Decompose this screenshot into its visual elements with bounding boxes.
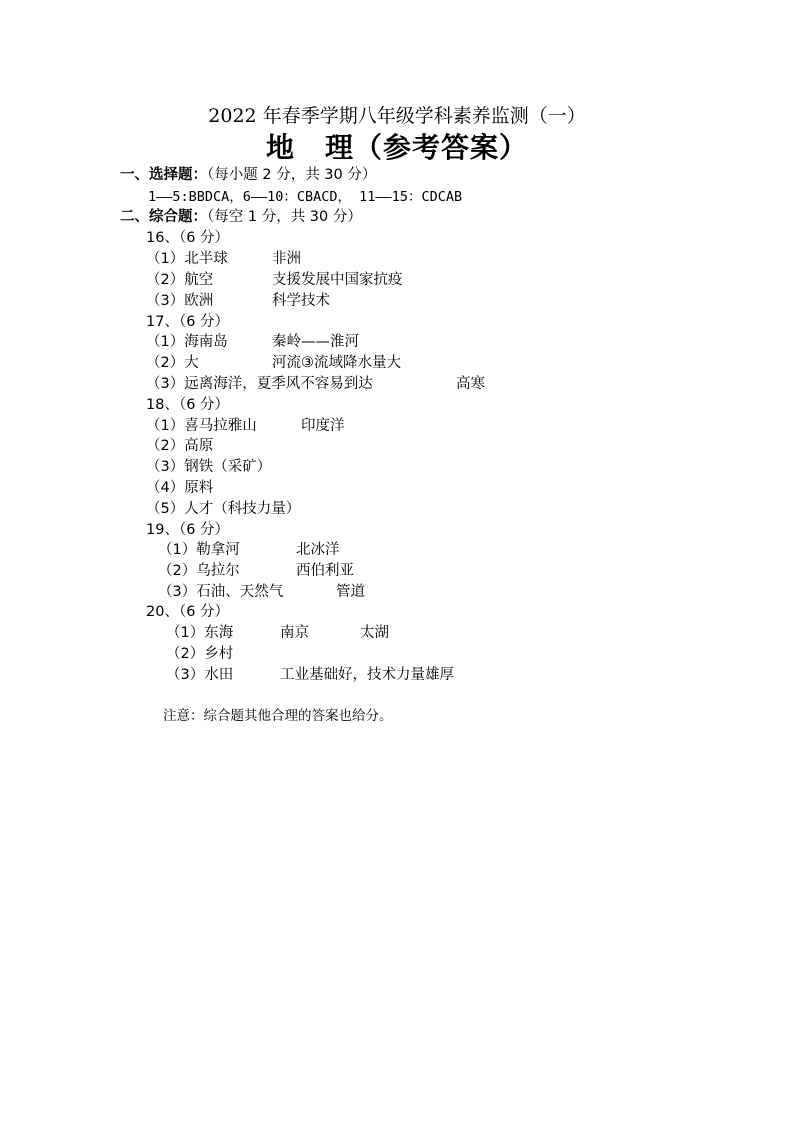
row-number: （3） — [166, 667, 205, 683]
q16-header: 16、（6 分） — [146, 230, 230, 246]
answer-a: 海南岛 — [184, 334, 228, 350]
row-number: （3） — [146, 293, 185, 309]
row-number: （3） — [158, 584, 197, 600]
title-line1: 2022 年春季学期八年级学科素养监测（一） — [208, 105, 586, 127]
section1-label: 一、选择题： — [120, 167, 207, 183]
row-number: （4） — [146, 480, 185, 496]
q17-row-3 — [146, 372, 646, 393]
row-number: （3） — [146, 376, 185, 392]
answer-a: 远离海洋，夏季风不容易到达 — [184, 376, 373, 392]
q17-header: 17、（6 分） — [146, 314, 230, 330]
row-number: （1） — [166, 625, 205, 641]
q16-row-3 — [146, 289, 646, 310]
title-subject-b: 理（参考答案） — [325, 131, 529, 164]
grading-note: 注意：综合题其他合理的答案也给分。 — [163, 708, 393, 724]
answer-a: 航空 — [184, 272, 214, 288]
answer-a: 乡村 — [204, 646, 234, 662]
q20-row-2 — [166, 642, 233, 663]
answer-a: 欧洲 — [184, 293, 214, 309]
row-number: （3） — [146, 459, 185, 475]
q16-row-1 — [146, 247, 646, 268]
q20-row-3 — [166, 663, 666, 684]
section1-answers: 1——5:BBDCA，6——10：CBACD， 11——15：CDCAB — [148, 189, 463, 205]
section2-note: （每空 1 分，共 30 分） — [207, 209, 362, 225]
answer-b: 南京 — [280, 625, 309, 641]
answer-a: 喜马拉雅山 — [184, 418, 257, 434]
answer-b: 高寒 — [456, 376, 485, 392]
title-subject — [0, 126, 794, 166]
answer-b: 工业基础好，技术力量雄厚 — [280, 667, 454, 683]
answer-a: 水田 — [204, 667, 234, 683]
section2-label: 二、综合题： — [120, 209, 207, 225]
q19-row-1 — [158, 538, 658, 559]
row-number: （2） — [146, 438, 185, 454]
row-number: （1） — [146, 418, 185, 434]
q18-row-3 — [146, 455, 271, 476]
row-number: （2） — [146, 355, 185, 371]
q20-header: 20、（6 分） — [146, 604, 230, 620]
answer-a: 高原 — [184, 438, 214, 454]
answer-a: 钢铁（采矿） — [184, 459, 272, 475]
answer-c: 太湖 — [360, 625, 389, 641]
q18-row-1 — [146, 414, 646, 435]
q19-row-2 — [158, 559, 658, 580]
row-number: （2） — [146, 272, 185, 288]
row-number: （5） — [146, 501, 185, 517]
answer-b: 非洲 — [272, 251, 301, 267]
q17-row-2 — [146, 351, 646, 372]
section1-note: （每小题 2 分，共 30 分） — [207, 167, 377, 183]
answer-a: 石油、天然气 — [196, 584, 284, 600]
answer-b: 秦岭——淮河 — [272, 334, 359, 350]
q16-row-2 — [146, 268, 646, 289]
section2-heading — [120, 205, 362, 226]
row-number: （2） — [166, 646, 205, 662]
answer-a: 原料 — [184, 480, 214, 496]
answer-a: 乌拉尔 — [196, 563, 240, 579]
answer-b: 西伯利亚 — [296, 563, 354, 579]
answer-a: 勒拿河 — [196, 542, 240, 558]
answer-b: 科学技术 — [272, 293, 330, 309]
q20-row-1 — [166, 621, 666, 642]
answer-b: 北冰洋 — [296, 542, 340, 558]
row-number: （2） — [158, 563, 197, 579]
q17-row-1 — [146, 330, 646, 351]
title-subject-a: 地 — [265, 131, 295, 164]
row-number: （1） — [146, 251, 185, 267]
row-number: （1） — [158, 542, 197, 558]
answer-b: 管道 — [336, 584, 365, 600]
q18-row-4 — [146, 476, 213, 497]
answer-a: 人才（科技力量） — [184, 501, 301, 517]
answer-a: 东海 — [204, 625, 234, 641]
answer-b: 印度洋 — [301, 418, 345, 434]
answer-a: 北半球 — [184, 251, 228, 267]
q18-row-2 — [146, 434, 213, 455]
q19-header: 19、（6 分） — [146, 522, 230, 538]
answer-b: 支援发展中国家抗疫 — [272, 272, 403, 288]
q18-header: 18、（6 分） — [146, 397, 230, 413]
answer-b: 河流③流域降水量大 — [272, 355, 401, 371]
section1-heading — [120, 163, 376, 184]
q19-row-3 — [158, 580, 658, 601]
answer-a: 大 — [184, 355, 199, 371]
q18-row-5 — [146, 497, 300, 518]
row-number: （1） — [146, 334, 185, 350]
